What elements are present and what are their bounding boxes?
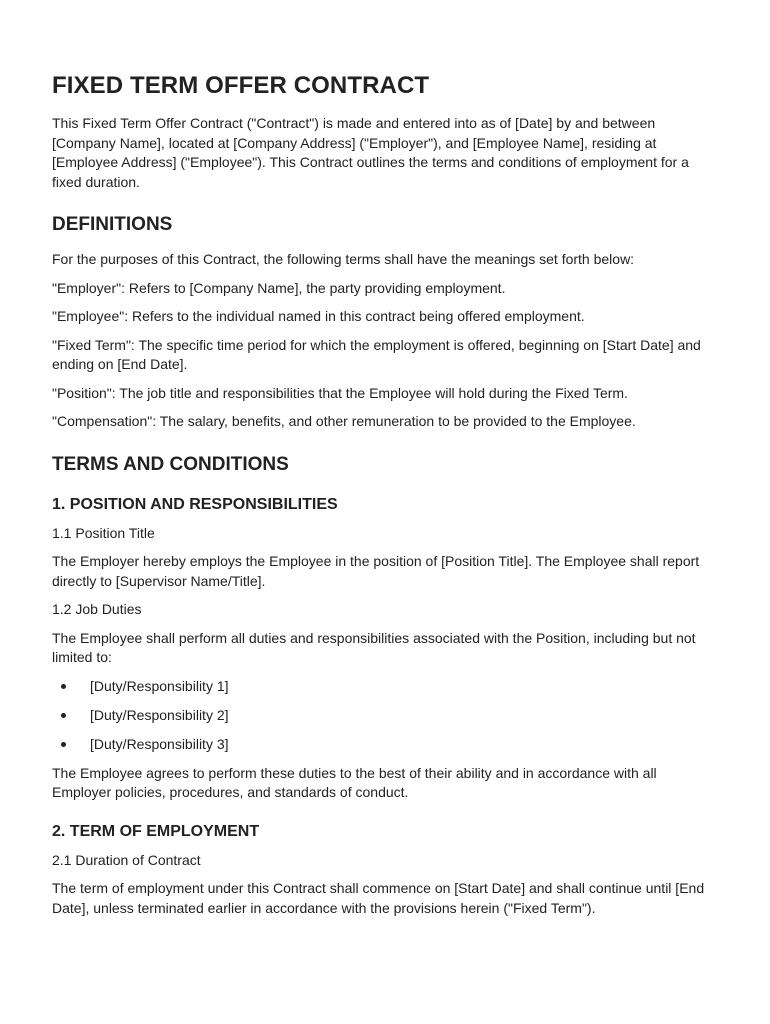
list-item xyxy=(52,706,710,726)
definitions-heading: DEFINITIONS xyxy=(52,214,173,235)
duty-text: [Duty/Responsibility 1] xyxy=(90,677,229,694)
definitions-lead: For the purposes of this Contract, the following terms shall have the meanings set forth below: xyxy=(52,251,635,267)
terms-heading: TERMS AND CONDITIONS xyxy=(52,453,289,475)
definition-employee: "Employee": Refers to the individual named in this contract being offered employment. xyxy=(52,308,585,324)
section-1-closing: The Employee agrees to perform these duties to the best of their ability and in accordance with all Employer policies, procedures, and standards of conduct. xyxy=(52,764,657,800)
duties-list xyxy=(52,677,710,755)
duty-text: [Duty/Responsibility 2] xyxy=(90,706,229,723)
duty-text: [Duty/Responsibility 3] xyxy=(90,735,229,752)
section-2-heading: 2. TERM OF EMPLOYMENT xyxy=(52,822,260,840)
document-title: FIXED TERM OFFER CONTRACT xyxy=(52,72,430,99)
section-1-heading: 1. POSITION AND RESPONSIBILITIES xyxy=(52,495,338,513)
section-1-1-title: 1.1 Position Title xyxy=(52,524,155,541)
section-2-1-text: The term of employment under this Contract shall commence on [Start Date] and shall continue until [End Date], unless terminated earlier in accordance with the provisions herein ("Fixed Term"). xyxy=(52,880,705,916)
intro-paragraph: This Fixed Term Offer Contract ("Contract") is made and entered into as of [Date] by and between [Company Name], located at [Company Address] ("Employer"), and [Employee Name], residing at [Employee Address] ("Employee"). This Contract outlines the terms and conditions of employment for a fixed duration. xyxy=(52,115,689,190)
definition-fixed-term: "Fixed Term": The specific time period for which the employment is offered, beginning on [Start Date] and ending on [End Date]. xyxy=(52,336,701,372)
definition-position: "Position": The job title and responsibilities that the Employee will hold during the Fixed Term. xyxy=(52,384,628,401)
section-1-2-title: 1.2 Job Duties xyxy=(52,601,142,617)
bullet-icon xyxy=(61,713,66,718)
bullet-icon xyxy=(61,742,66,747)
section-1-1-text: The Employer hereby employs the Employee in the position of [Position Title]. The Employee shall report directly to [Supervisor Name/Title]. xyxy=(52,553,700,589)
section-2-1-title: 2.1 Duration of Contract xyxy=(52,851,201,868)
list-item xyxy=(52,735,710,755)
definition-compensation: "Compensation": The salary, benefits, and other remuneration to be provided to the Employee. xyxy=(52,413,636,429)
list-item xyxy=(52,677,710,697)
definition-employer: "Employer": Refers to [Company Name], the party providing employment. xyxy=(52,279,506,296)
bullet-icon xyxy=(61,684,66,689)
section-1-2-text: The Employee shall perform all duties and responsibilities associated with the Position, including but not limited to: xyxy=(52,629,696,665)
